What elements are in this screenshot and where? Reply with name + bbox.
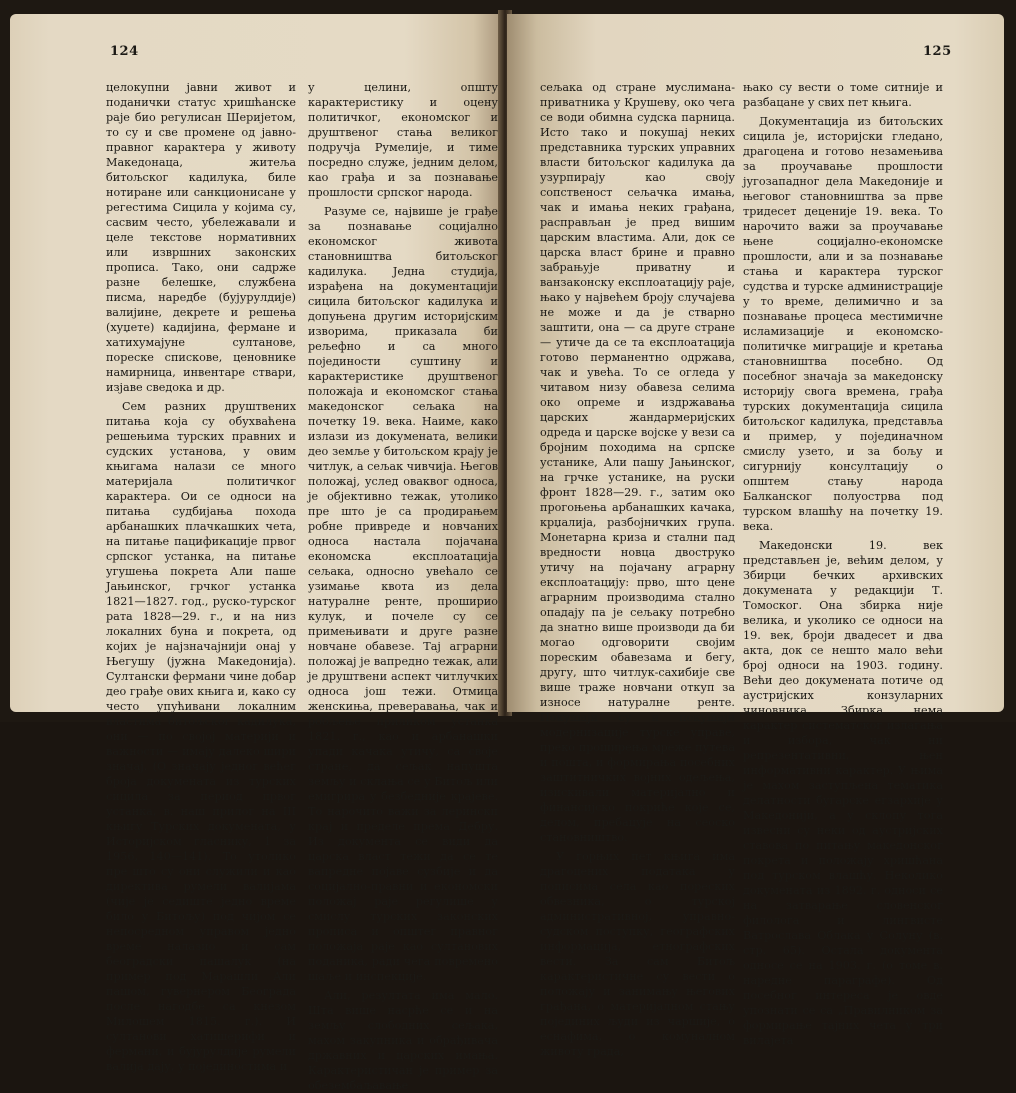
paragraph: Македонски 19. век представљен је, већим делом, у Збирци бечких архивских докумената у редакцији Т. Томоског. Она збирка није велика, и уколико се односи на 19. век, броји двадесет и два акта, док се нешто мало већи број односи на 1903. годину. Већи део докумената потиче од аустријских конзуларних чиновника. Збирка нема карактер систематског излагања и избора, чак ни репрезентативни, њен информативни карактер. У њима је махом заступљена тематика делатности бугарске егзархије у Македонији, а у склопу тога извесни су неки од аустријских ставова по питању македонског покрета и положају хришћана под турском влашћу. Неколико докумената из 1892. г. односи се на затварање словенског филолога и лингвисте Ватрослава Облака у Солуну (в. стр. 65). Остала документа односе се на 1903. г. (о томе в. наредне параграфе). Од посебног интереса је овде упознати се са „Правилником за формирање тајних чета у три вилајета xyxy=(743,539,943,1047)
paragraph: Разуме се, највише је грађе за познавање социјално економског живота становништва битољског кадилука. Једна студија, израђена на документацији сицила битољског кадилука и допуњена другим историјским изворима, приказала би рељефно и са много појединости суштину и карактеристике друштвеног положаја и економског стања македонског сељака на почетку 19. века. Наиме, како излази из докумената, велики део земље у битољском крају је читлук, а сељак чивчија. Његов положај, услед оваквог односа, је објективно тежак, утолико пре што је са продирањем робне привреде и новчаних односа настала појачана економска експлоатација сељака, односно увећало се узимање квота из дела натуралне ренте, проширио кулук, и почеле су се примењивати и друге разне новчане обавезе. Тај аграрни положај је вапредно тежак, али је друштвени аспект читлучких односа још тежи. Отмица женскиња, преверавања, чак и робљење приликом устанка 1821. г., као и арбанашки упади качака утичу, са своје стране, да сељак напушта земљу и склања се у Битољ или емигрира у безбедније крајеве. То нарочито важи за леринскп крај и пределе према Дебру. Из документа се види да царска власт тежи да се те вапредне појаве сузбије и да социјално-правни и економски положај раје регулише у смислу турских законских прописа и општег правног положаја раје као султанових поданика, ради чега повремено шаље и инспекције. xyxy=(308,205,498,983)
right-page xyxy=(507,14,1004,1058)
paragraph: сељака од стране муслимана-приватника у Крушеву, око чега се води обимна судска парница. Исто тако и покушај неких представника турских управних власти битољског кадилука да узурпирају као своју сопственост сељачка имања, чак и имања неких грађана, расправљан је пред вишим царским властима. Али, док се царска власт брине и правно забрањује приватну и ванзаконску експлоатацију раје, њако у највећем броју случајева не може и да је стварно заштити, она — са друге стране — утиче да се та експлоатација готово перманентно одржава, чак и увећа. То се огледа у читавом низу обавеза селима око опреме и издржавања царских жандармеријских одреда и царске војске у вези са бројним походима на српске устанике, Али пашу Јањинског, на грчке устанике, на руски фронт 1828—29. г., затим око прогоњења арбанашких качака, крџалија, разбојничких група. Монетарна криза и стални пад вредности новца двоструко утичу на појачану аграрну експлоатацију: прво, што цене аграрним производима стално опадају па је сељаку потребно да знатно више производи да би могао одговорити својим пореским обавезама и бегу, другу, што читлук-сахибије све више траже новчани откуп за износе натуралне ренте. Покушаји су и покушаји модернизације турске управе, преко проширења мреже путева и пошта, и формирања посебних заштитничких војних одељења, изискивали материјално и финансијско покриће које се, делом, пребацује на сеоско становништво. xyxy=(540,81,735,844)
paragraph: њако су вести о томе ситније и разбацане у свих пет књига. xyxy=(743,81,943,109)
paragraph: Сем разних друштвених питања која су обухваћена решењима турских правних и судских установа, у овим књигама налази се много материјала политичког карактера. Ои се односи на питања судбијања похода арбанашких плачкашких чета, на питање пацификације првог српског устанка, на питање угушења покрета Али паше Јањинског, грчког устанка 1821—1827. год., руско-турског рата 1828—29. г., и на низ локалних буна и покрета, од којих је најзначајнији онај у Његушу (јужна Македонија). Султански фермани чине добар део грађе ових књига и, како су често упућивани локалним властима битољског кадилука, они — по својој материји и важности — имају далеко шири значај. (О значају једног већег броја докумената из турских сицила за период првог устанка, в. наш прилог на III књигу Турских докумената, у Историјском гласнику, 1 за 1956, 140—141). То утолико пре што су они служили и као директива румели валијама (чије је седиште једно време било у Битољу) под чијом се непосредном управом једно време налазио и сам београдски пашалук (на пример под Марашли Али пашом, гувернером Београда после нагодбе са кнезом Милошем 1815. г.). И султанови хатишерифи и фермани, и бујурулдије румели валија дају, у појединостима и xyxy=(106,400,296,1073)
left-page xyxy=(10,14,503,1092)
paragraph: Документација из битољских сицила је, историјски гледано, драгоцена и готово незамењива за проучавање прошлости југозападног дела Македоније и његовог становништва за прве тридесет деценије 19. века. То нарочито важи за проучавање њене социјално-економске прошлости, али и за познавање стања и карактера турског судства и турске администрације у то време, делимично и за познавање процеса местимичне исламизације и економско-политичке миграције и кретања становништва посебно. Од посебног значаја за македонску историју свога времена, грађа турских документација сицила битољског кадилука, представља и пример, у појединачном смислу узето, и за бољу и сигурнију консултацију о општем стању народа Балканског полуострва под турском влашћу на почетку 19. века. xyxy=(743,115,943,533)
paragraph: у целини, општу карактеристику и оцену политичког, економског и друштвеног стања великог подручја Румелије, и тиме посредно служе, једним делом, као грађа и за познавање прошлости српског народа. xyxy=(308,81,498,199)
page-number-right: 125 xyxy=(923,44,952,59)
page-number-left: 124 xyxy=(110,44,139,59)
paragraph: У горњих пет књига има драгоцених података у пописима села као пореских обвезника, о турској административној, управно-судском поступку, географских информација, етнографских вести. За сам Битољ карактеристичне су вести о положају и занимању његових грађана, о материјалном стању појединих људи из чаршије, о еснафима, о комуналном животу града, xyxy=(540,850,735,1058)
right-page-column-2 xyxy=(743,80,943,1048)
paragraph: Али, резултата има мало. Шта више насрће се и на земљу слободних сељака, махом закупника и обрађивача државних и царских имања. Карактеристичан је пример за обезембаљавање xyxy=(308,989,498,1092)
paragraph: целокупни јавни живот и поданички статус хришћанске раје био регулисан Шеријетом, то су и све промене од јавно-правног карактера у животу Македонаца, житеља битољског кадилука, биле нотиране или санкционисане у регестима Сицила у којима су, сасвим често, убележавали и целе текстове нормативних или извршних законских прописа. Тако, они садрже разне белешке, службена писма, наредбе (бујурулдије) валијине, декрете и решења (хуџете) кадијина, фермане и хатихумајуне султанове, пореске спискове, ценовнике намирница, инвентаре ствари, изјаве сведока и др. xyxy=(106,81,296,394)
left-page-column-2 xyxy=(308,80,498,1093)
right-page-column-1 xyxy=(540,80,735,1059)
left-page-column-1 xyxy=(106,80,296,1074)
